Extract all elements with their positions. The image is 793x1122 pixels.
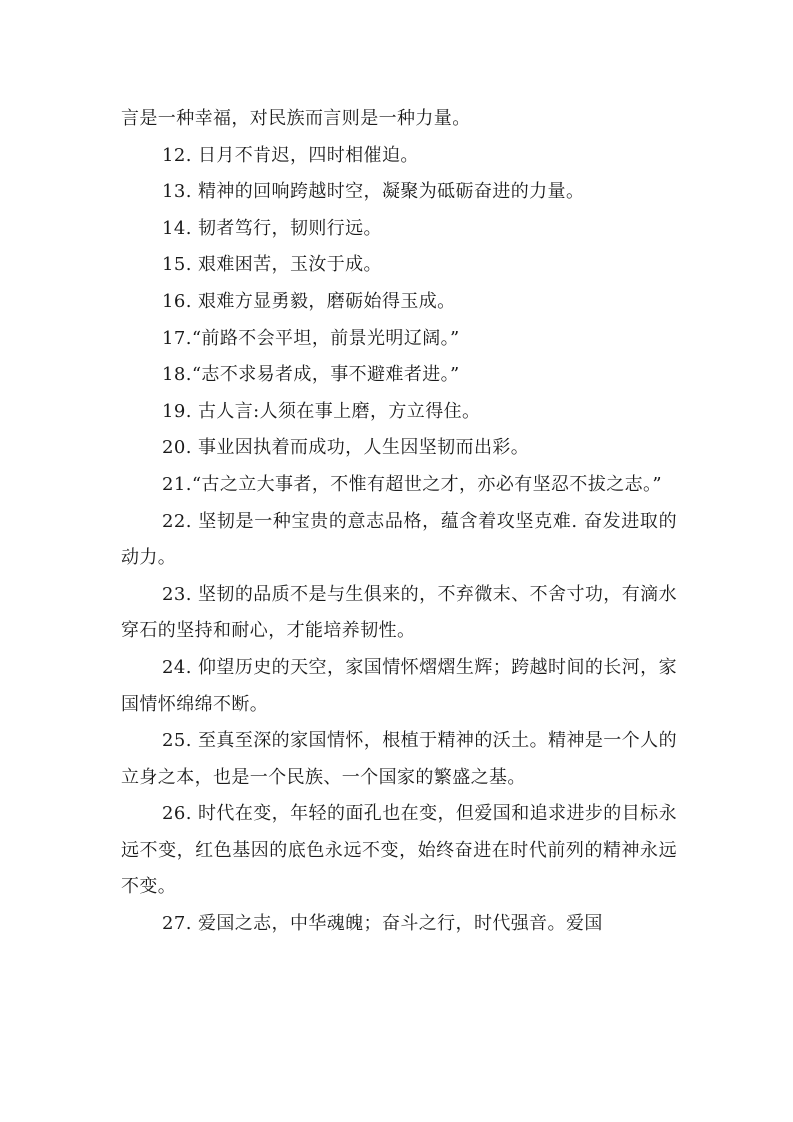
quote-item-20: 20. 事业因执着而成功，人生因坚韧而出彩。 — [162, 437, 530, 459]
quote-item-16: 16. 艰难方显勇毅，磨砺始得玉成。 — [162, 290, 456, 312]
document-body — [121, 101, 677, 943]
quote-item-13: 13. 精神的回响跨越时空，凝聚为砥砺奋进的力量。 — [162, 181, 585, 203]
quote-item-15: 15. 艰难困苦，玉汝于成。 — [162, 254, 382, 276]
quote-item-12: 12. 日月不肯迟，四时相催迫。 — [162, 144, 419, 166]
quote-item-25: 25. 至真至深的家国情怀，根植于精神的沃土。精神是一个人的立身之本，也是一个民族、一个国家的繁盛之基。 — [121, 730, 677, 788]
quote-item-14: 14. 韧者笃行，韧则行远。 — [162, 217, 382, 239]
quote-item-21: 21.“古之立大事者，不惟有超世之才，亦必有坚忍不拔之志。” — [162, 473, 663, 495]
quote-item-17: 17.“前路不会平坦，前景光明辽阔。” — [162, 327, 460, 349]
quote-item-19: 19. 古人言:人须在事上磨，方立得住。 — [162, 400, 481, 422]
quote-item-27: 27. 爱国之志，中华魂魄；奋斗之行，时代强音。爱国 — [162, 913, 603, 935]
quote-item-26: 26. 时代在变，年轻的面孔也在变，但爱国和追求进步的目标永远不变，红色基因的底色永远不变，始终奋进在时代前列的精神永远不变。 — [121, 803, 677, 898]
quote-item-22: 22. 坚韧是一种宝贵的意志品格，蕴含着攻坚克难. 奋发进取的动力。 — [121, 510, 677, 569]
paragraph-continuation: 言是一种幸福，对民族而言则是一种力量。 — [121, 108, 471, 129]
quote-item-24: 24. 仰望历史的天空，家国情怀熠熠生辉；跨越时间的长河，家国情怀绵绵不断。 — [121, 656, 677, 715]
quote-item-18: 18.“志不求易者成，事不避难者进。” — [162, 364, 460, 386]
quote-item-23: 23. 坚韧的品质不是与生俱来的，不弃微末、不舍寸功，有滴水穿石的坚持和耐心，才能培养韧性。 — [121, 583, 677, 642]
